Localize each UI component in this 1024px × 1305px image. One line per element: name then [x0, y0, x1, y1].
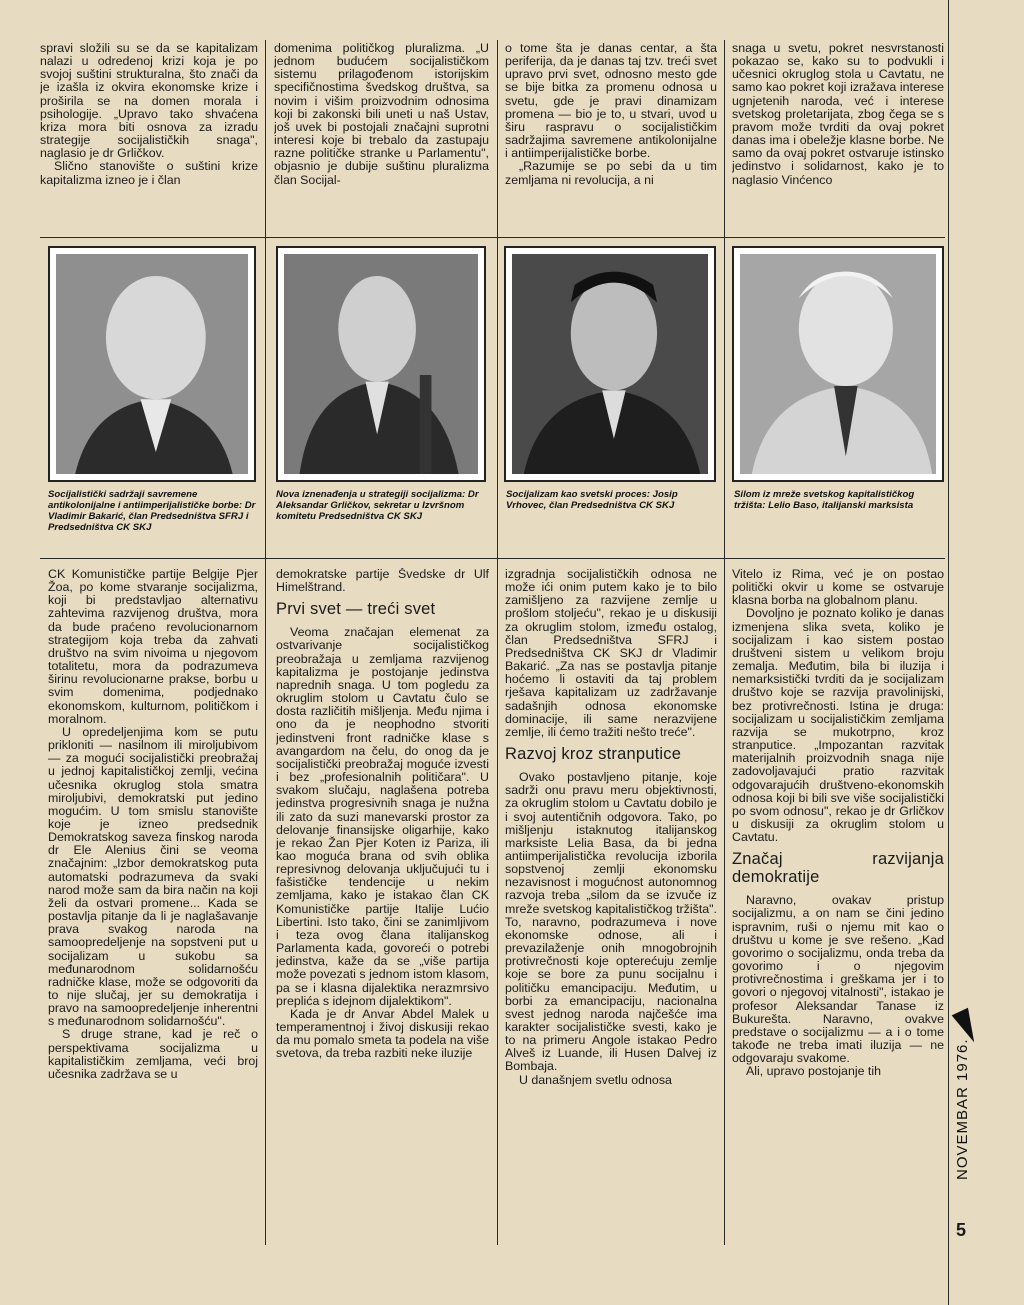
bottom-column-4	[732, 568, 944, 1248]
portrait-photo-grlickov	[276, 246, 486, 482]
photo-caption-2: Nova iznenađenja u strategiji socijalizma: Dr Aleksandar Grličkov, sekretar u Izvršnom komitetu Predsedništva CK SKJ	[276, 489, 479, 522]
portrait-silhouette-icon	[284, 254, 478, 474]
photo-caption-1: Socijalistički sadržaji savremene antikolonijalne i antiimperijalističke borbe: Dr Vladimir Bakarić, član Predsedništva SFRJ i Predsedništva CK SKJ	[48, 489, 256, 533]
paragraph: demokratske partije Švedske dr Ulf Himelštrand.	[276, 568, 489, 595]
bottom-column-2	[276, 568, 489, 1248]
photo-caption-3: Socijalizam kao svetski proces: Josip Vrhovec, član Predsedništva CK SKJ	[506, 489, 678, 511]
issue-date-label: NOVEMBAR 1976.	[954, 1038, 971, 1180]
top-column-2	[274, 42, 489, 234]
paragraph: Ali, upravo postojanje tih	[746, 1064, 882, 1079]
top-column-4	[732, 42, 944, 234]
paragraph: domenima političkog pluralizma. „U jednom budućem socijalističkom sistemu prilagođenom istorijskim specifičnostima švedskog društva, sa novim i višim proizvodnim odnosima koji bi zakonski bili uneti u naš Ustav, još uvek bi postojali značajni suprotni interesi koje bi trebalo da zastupaju razne političke stranke u Parlamentu", objasnio je dubije suštinu pluralizma član Socijal-	[274, 42, 489, 187]
paragraph: o tome šta je danas centar, a šta periferija, da je danas taj tzv. treći svet upravo prvi svet, odnosno mesto gde se bije bitka za promenu odnosa u svetu, gde je pravi dinamizam promena — bio je to, u stvari, uvod u širu raspravu o socijalističkim sadržajima savremene antikolonijalne i antiimperijalističke borbe.	[505, 42, 717, 161]
section-heading: Prvi svet — treći svet	[276, 600, 436, 619]
paragraph: Naravno, ovakav pristup socijalizmu, a on nam se čini jedino ispravnim, ruši o njemu mit kao o društvu u kome je sve rešeno. „Kad govorimo o socijalizmu, onda treba da govorimo i o njegovim protivrečnostima i greškama jer i to govori o njegovoj vitalnosti", istakao je profesor Aleksandar Tanase iz Bukurešta. Naravno, ovakve predstave o socijalizmu — a i o tome takođe ne treba imati iluzija — ne odgovaraju svakome.	[732, 893, 944, 1066]
portrait-silhouette-icon	[740, 254, 936, 474]
paragraph: Kada je dr Anvar Abdel Malek u temperamentnoj i živoj diskusiji rekao da mu pomalo smeta ta podela na više svetova, da treba razbiti neke iluzije	[276, 1006, 489, 1061]
portrait-photo-baso	[732, 246, 944, 482]
bottom-column-3	[505, 568, 717, 1248]
section-heading: Razvoj kroz stranputice	[505, 745, 682, 764]
paragraph: S druge strane, kad je reč o perspektivama socijalizma u kapitalističkim zemljama, veći broj učesnika zadržava se u	[48, 1027, 258, 1081]
paragraph: snaga u svetu, pokret nesvrstanosti pokazao se, kako su to podvukli i učesnici okruglog stola u Cavtatu, ne samo kao pokret koji izražava interese ugnjetenih naroda, već i interese svetskog proletarijata, zbog čega se s pravom može tvrditi da ovaj pokret danas ima i obeležje klasne borbe. Ne samo da ovaj pokret ostvaruje istinsko jedinstvo i solidarnost, kako je to naglasio Vinćenco	[732, 42, 944, 187]
paragraph: Slično stanovište o suštini krize kapitalizma izneo je i član	[40, 159, 258, 187]
photo-band-top-rule	[40, 237, 945, 238]
paragraph: Ovako postavljeno pitanje, koje sadrži onu pravu meru objektivnosti, za okruglim stolom u Cavtatu dobilo je i svoj autentičnih odgovora. Tako, po mišljenju istaknutog italijanskog marksiste Lelia Basa, da bi jedna antiimperijalistička revolucija izborila sopstvenoj zemlji ekonomsku nezavisnost i mogućnost autonomnog razvoja treba „silom da se izvuče iz mreže svetskog kapitalističkog tržišta". To, naravno, podrazumeva i nove ekonomske odnose, ali i prevazilaženje onih mnogobrojnih protivrečnosti koje opterećuju zemlje koje se bore za punu socijalnu i političku emancipaciju. Međutim, u borbi za emancipaciju, nacionalna svest jednog naroda najčešće ima karakter socijalističke svesti, kako je to na primeru Angole istakao Pedro Alveš iz Luande, ili Husen Dalvej iz Bombaja.	[505, 770, 717, 1074]
page-edge-rule	[948, 0, 949, 1305]
paragraph: U opredeljenjima kom se putu prikloniti — nasilnom ili miroljubivom — za mogući socijalistički preobražaj u jednoj kapitalističkoj zemlji, većina učesnika okruglog stola smatra miroljubivi, demokratski put jedino mogućim. U tom smislu stanovište koje je izneo predsednik Demokratskog saveza finskog naroda dr Ele Alenius čini se veoma značajnim: „Izbor demokratskog puta automatski podrazumeva da svaki narod može sam da bira način na koji želi da ostvari promene... Kada se postavlja pitanje da li je naglašavanje prava svakog naroda na samoopredeljenje na sopstveni put u socijalizam u sukobu sa međunarodnom solidarnošću radničke klase, može se odgovoriti da to nije slučaj, jer su demokratija i pravo na samoopredeljenje inherentni s međunarodnom solidarnošću".	[48, 724, 258, 1029]
paragraph: U današnjem svetlu odnosa	[519, 1072, 672, 1087]
column-rule-1	[265, 40, 266, 1245]
paragraph: izgradnja socijalističkih odnosa ne može ići onim putem kako je to bilo zamišljeno za razvijene zemlje u prošlom stoljeću", rekao je u diskusiji za okruglim stolom, između ostalog, član Predsedništva SFRJ i Predsedništva CK SKJ dr Vladimir Bakarić. „Za nas se postavlja pitanje hoćemo li ostaviti da taj problem rješava kapitalizam uz zadržavanje sadašnjih odnosa ekonomske dominacije, ili same nerazvijene zemlje, ili ćemo tražiti nešto treće".	[505, 568, 717, 739]
photo-band-bottom-rule	[40, 558, 945, 559]
top-column-3	[505, 42, 717, 234]
paragraph: Veoma značajan elemenat za ostvarivanje socijalističkog preobražaja u zemljama razvijenog kapitalizma je postojanje jedinstva naprednih snaga. U tom pogledu za okruglim stolom u Cavtatu čulo se dosta različitih mišljenja. Među njima i ono da je neophodno stvoriti jedinstveni front radničke klase s avangardom na čelu, do onog da je socijalistički preobražaj moguće izvesti i bez „profesionalnih političara". U svakom slučaju, naglašena potreba jedinstva progresivnih snaga je nužna ili zato da suzi manevarski prostor za delovanje finansijske oligarhije, kako je rekao Žan Pjer Koten iz Pariza, ili kao moguća brana od svih oblika represivnog delovanja uključujući tu i fašističke tendencije u nekim zemljama, kako je istakao član CK Komunističke partije Italije Lućio Libertini. Isto tako, čini se zanimljivom i teza ovog člana italijanskog Parlamenta kada, govoreći o potrebi jedinstva, kaže da se „više partija može povezati s jednom istom klasom, pa se i klasna dijalektika nerazmrsivo preplića s idejnom dijalektikom".	[276, 625, 489, 1008]
section-heading: Značaj razvijanja demokratije	[732, 850, 944, 887]
paragraph: Dovoljno je poznato koliko je danas izmenjena slika sveta, koliko je socijalizam i kao sistem postao društveni sistem u velikom broju zemalja. Međutim, bila bi iluzija i nemarksistički tvrditi da je socijalizam društvo koje se razvija pravolinijski, bez protivrečnosti. Istina je druga: socijalizam u socijalističkim zemljama razvija se mukotrpno, kroz stranputice. „Impozantan razvitak materijalnih proizvodnih snaga nije zadovoljavajući pratio razvitak odgovarajućih društveno-ekonomskih odnosa koji bi bili sve više socijalistički po svom odnosu", rekao je dr Grličkov u diskusiji za okruglim stolom u Cavtatu.	[732, 606, 944, 845]
paragraph: CK Komunističke partije Belgije Pjer Žoa, po kome stvaranje socijalizma, koji bi predstavljao alternativu zahtevima razvijenog društva, mora da bude praćeno revolucionarnom strategijom koja treba da zahvati društvo na svim nivoima u njegovom totalitetu, mora da podrazumeva širinu revolucionarne prakse, borbu u svim domenima, podjednako ekonomskom, kulturnom, političkom i moralnom.	[48, 568, 258, 726]
column-rule-2	[497, 40, 498, 1245]
paragraph: „Razumije se po sebi da u tim zemljama ni revolucija, a ni	[505, 159, 717, 187]
column-rule-3	[724, 40, 725, 1245]
paragraph: spravi složili su se da se kapitalizam nalazi u odredenoj krizi koja je po svojoj suštini strukturalna, što znači da je izašla iz okvira ekonomske krize i proširila se na domen morala i psihologije. „Upravo tako shvaćena kriza mora biti osnova za izradu strategije socijalističkih snaga", naglasio je dr Grličkov.	[40, 42, 258, 161]
portrait-silhouette-icon	[512, 254, 708, 474]
photo-caption-4: Silom iz mreže svetskog kapitalističkog tržišta: Lelio Baso, italijanski marksista	[734, 489, 915, 511]
bottom-column-1	[48, 568, 258, 1248]
page-number: 5	[956, 1220, 967, 1240]
portrait-silhouette-icon	[56, 254, 248, 474]
portrait-photo-bakaric	[48, 246, 256, 482]
top-column-1	[40, 42, 258, 234]
paragraph: Vitelo iz Rima, već je on postao politički okvir u kome se ostvaruje klasna borba na globalnom planu.	[732, 568, 944, 608]
portrait-photo-vrhovec	[504, 246, 716, 482]
